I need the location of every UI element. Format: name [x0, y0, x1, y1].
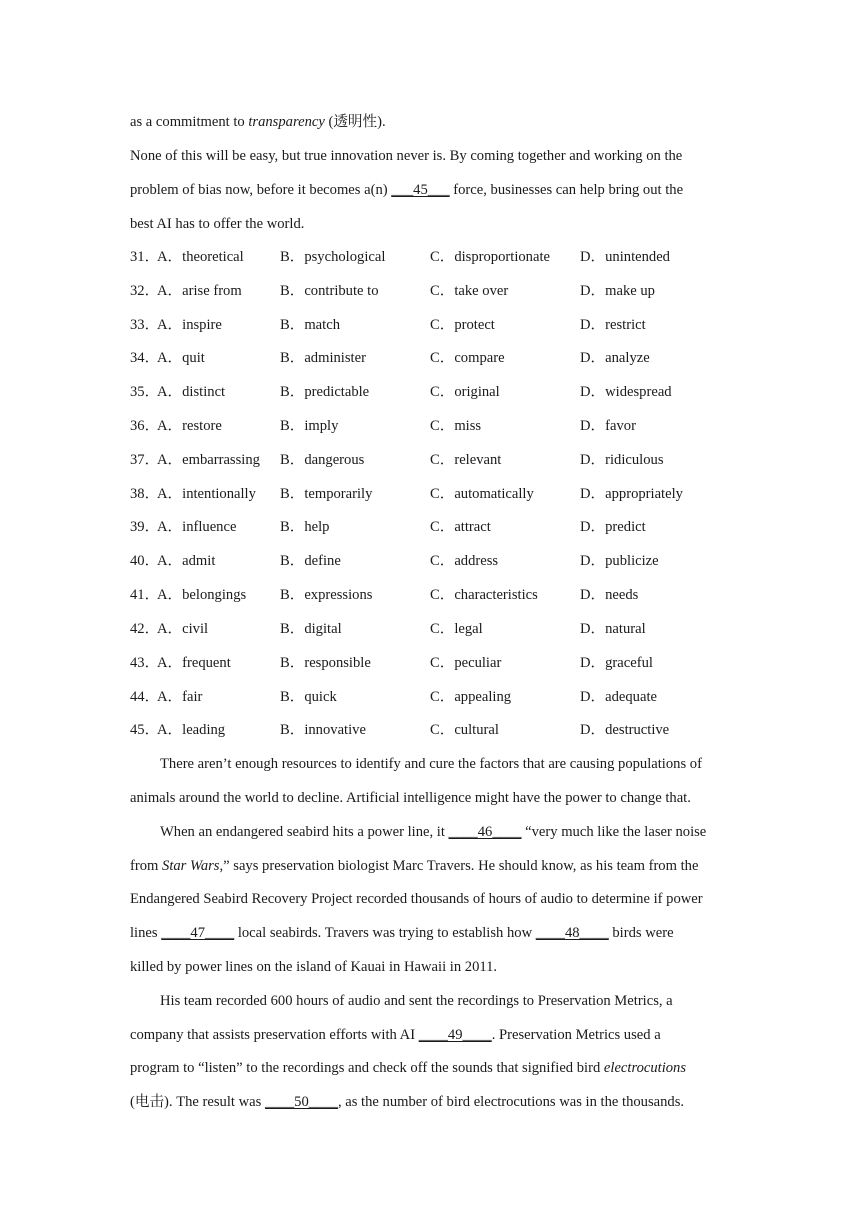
option-a[interactable]: A．fair — [157, 689, 203, 705]
option-c[interactable]: C．peculiar — [430, 655, 502, 671]
passage-line — [160, 823, 706, 841]
blank-47[interactable]: ____47____ — [161, 925, 235, 941]
option-d[interactable]: D．natural — [580, 621, 646, 637]
question-number: 32． — [130, 283, 160, 299]
blank-50[interactable]: ____50____ — [264, 1094, 338, 1110]
question-number: 41． — [130, 587, 160, 603]
text: “very much like the laser noise — [521, 824, 707, 840]
passage-line — [130, 1059, 686, 1077]
blank-49[interactable]: ____49____ — [418, 1027, 492, 1043]
passage-line — [130, 857, 698, 875]
passage-line: None of this will be easy, but true innovation never is. By coming together and working on the — [130, 148, 683, 164]
option-d[interactable]: D．ridiculous — [580, 452, 664, 468]
question-number: 45． — [130, 722, 160, 738]
question-number: 31． — [130, 249, 160, 265]
question-number: 35． — [130, 384, 160, 400]
option-b[interactable]: B．administer — [280, 350, 366, 366]
text: (透明性). — [324, 114, 386, 130]
question-number: 33． — [130, 317, 160, 333]
option-b[interactable]: B．match — [280, 317, 340, 333]
option-b[interactable]: B．expressions — [280, 587, 373, 603]
option-b[interactable]: B．define — [280, 553, 341, 569]
option-c[interactable]: C．cultural — [430, 722, 499, 738]
option-d[interactable]: D．predict — [580, 519, 646, 535]
option-a[interactable]: A．distinct — [157, 384, 226, 400]
question-number: 39． — [130, 519, 160, 535]
passage-line — [130, 1026, 661, 1044]
text: , as the number of bird electrocutions was in the thousands. — [337, 1094, 685, 1110]
option-row-36 — [130, 417, 730, 435]
option-d[interactable]: D．favor — [580, 418, 636, 434]
option-d[interactable]: D．adequate — [580, 689, 657, 705]
option-a[interactable]: A．admit — [157, 553, 216, 569]
text: local seabirds. Travers was trying to establish how — [234, 925, 536, 941]
text: program to “listen” to the recordings and check off the sounds that signified bird — [130, 1060, 604, 1076]
option-a[interactable]: A．intentionally — [157, 486, 256, 502]
passage-line — [130, 113, 386, 131]
text: ,” says preservation biologist Marc Travers. He should know, as his team from the — [219, 858, 699, 874]
italic-term: transparency — [248, 114, 325, 130]
option-c[interactable]: C．original — [430, 384, 500, 400]
option-b[interactable]: B．digital — [280, 621, 342, 637]
option-c[interactable]: C．appealing — [430, 689, 512, 705]
text: problem of bias now, before it becomes a(n) — [130, 182, 392, 198]
text: from — [130, 858, 163, 874]
option-d[interactable]: D．destructive — [580, 722, 670, 738]
option-a[interactable]: A．theoretical — [157, 249, 244, 265]
passage-line: best AI has to offer the world. — [130, 216, 305, 232]
option-row-40 — [130, 552, 730, 570]
option-c[interactable]: C．miss — [430, 418, 482, 434]
option-b[interactable]: B．responsible — [280, 655, 371, 671]
option-b[interactable]: B．contribute to — [280, 283, 379, 299]
question-number: 43． — [130, 655, 160, 671]
option-c[interactable]: C．disproportionate — [430, 249, 550, 265]
text: (电击). The result was — [130, 1094, 265, 1110]
question-number: 37． — [130, 452, 160, 468]
option-c[interactable]: C．relevant — [430, 452, 502, 468]
option-a[interactable]: A．belongings — [157, 587, 247, 603]
option-b[interactable]: B．temporarily — [280, 486, 373, 502]
option-row-41 — [130, 586, 730, 604]
option-row-45 — [130, 721, 730, 739]
passage-line: killed by power lines on the island of Kauai in Hawaii in 2011. — [130, 959, 498, 975]
text: as a commitment to — [130, 114, 249, 130]
option-c[interactable]: C．automatically — [430, 486, 534, 502]
text: . Preservation Metrics used a — [491, 1027, 661, 1043]
option-d[interactable]: D．publicize — [580, 553, 659, 569]
option-row-39 — [130, 518, 730, 536]
question-number: 42． — [130, 621, 160, 637]
text: birds were — [608, 925, 674, 941]
option-a[interactable]: A．restore — [157, 418, 222, 434]
blank-48[interactable]: ____48____ — [535, 925, 609, 941]
passage-line: His team recorded 600 hours of audio and sent the recordings to Preservation Metrics, a — [160, 993, 673, 1009]
option-row-34 — [130, 349, 730, 367]
option-b[interactable]: B．help — [280, 519, 330, 535]
passage-line — [130, 924, 674, 942]
text: When an endangered seabird hits a power line, it — [160, 824, 449, 840]
option-c[interactable]: C．take over — [430, 283, 509, 299]
passage-line — [130, 1093, 684, 1111]
option-c[interactable]: C．address — [430, 553, 499, 569]
option-a[interactable]: A．inspire — [157, 317, 222, 333]
option-row-37 — [130, 451, 730, 469]
blank-45[interactable]: ___45___ — [391, 182, 450, 198]
question-number: 34． — [130, 350, 160, 366]
option-row-38 — [130, 485, 730, 503]
option-d[interactable]: D．analyze — [580, 350, 650, 366]
option-a[interactable]: A．leading — [157, 722, 226, 738]
option-row-43 — [130, 654, 730, 672]
option-c[interactable]: C．attract — [430, 519, 491, 535]
option-b[interactable]: B．predictable — [280, 384, 370, 400]
option-a[interactable]: A．arise from — [157, 283, 242, 299]
option-d[interactable]: D．appropriately — [580, 486, 683, 502]
option-row-33 — [130, 316, 730, 334]
option-b[interactable]: B．innovative — [280, 722, 366, 738]
option-a[interactable]: A．influence — [157, 519, 237, 535]
option-b[interactable]: B．quick — [280, 689, 337, 705]
option-a[interactable]: A．quit — [157, 350, 205, 366]
option-b[interactable]: B．dangerous — [280, 452, 365, 468]
option-row-42 — [130, 620, 730, 638]
question-number: 36． — [130, 418, 160, 434]
option-a[interactable]: A．embarrassing — [157, 452, 260, 468]
blank-46[interactable]: ____46____ — [448, 824, 522, 840]
option-d[interactable]: D．make up — [580, 283, 655, 299]
option-row-35 — [130, 383, 730, 401]
text: lines — [130, 925, 162, 941]
passage-line: There aren’t enough resources to identify and cure the factors that are causing populations of — [160, 756, 702, 772]
option-d[interactable]: D．graceful — [580, 655, 653, 671]
option-c[interactable]: C．legal — [430, 621, 483, 637]
passage-line: Endangered Seabird Recovery Project recorded thousands of hours of audio to determine if power — [130, 891, 703, 907]
option-c[interactable]: C．compare — [430, 350, 505, 366]
text: force, businesses can help bring out the — [449, 182, 684, 198]
option-b[interactable]: B．psychological — [280, 249, 386, 265]
option-a[interactable]: A．frequent — [157, 655, 231, 671]
option-b[interactable]: B．imply — [280, 418, 339, 434]
option-row-32 — [130, 282, 730, 300]
passage-line: animals around the world to decline. Artificial intelligence might have the power to change that. — [130, 790, 691, 806]
option-c[interactable]: C．protect — [430, 317, 495, 333]
question-number: 40． — [130, 553, 160, 569]
italic-title: Star Wars — [162, 858, 220, 874]
option-d[interactable]: D．restrict — [580, 317, 646, 333]
option-c[interactable]: C．characteristics — [430, 587, 538, 603]
option-d[interactable]: D．unintended — [580, 249, 670, 265]
option-row-31 — [130, 248, 730, 266]
passage-line — [130, 181, 683, 199]
question-number: 38． — [130, 486, 160, 502]
question-number: 44． — [130, 689, 160, 705]
option-d[interactable]: D．widespread — [580, 384, 672, 400]
text: company that assists preservation efforts with AI — [130, 1027, 419, 1043]
italic-term: electrocutions — [603, 1060, 687, 1076]
option-d[interactable]: D．needs — [580, 587, 639, 603]
option-row-44 — [130, 688, 730, 706]
option-a[interactable]: A．civil — [157, 621, 209, 637]
